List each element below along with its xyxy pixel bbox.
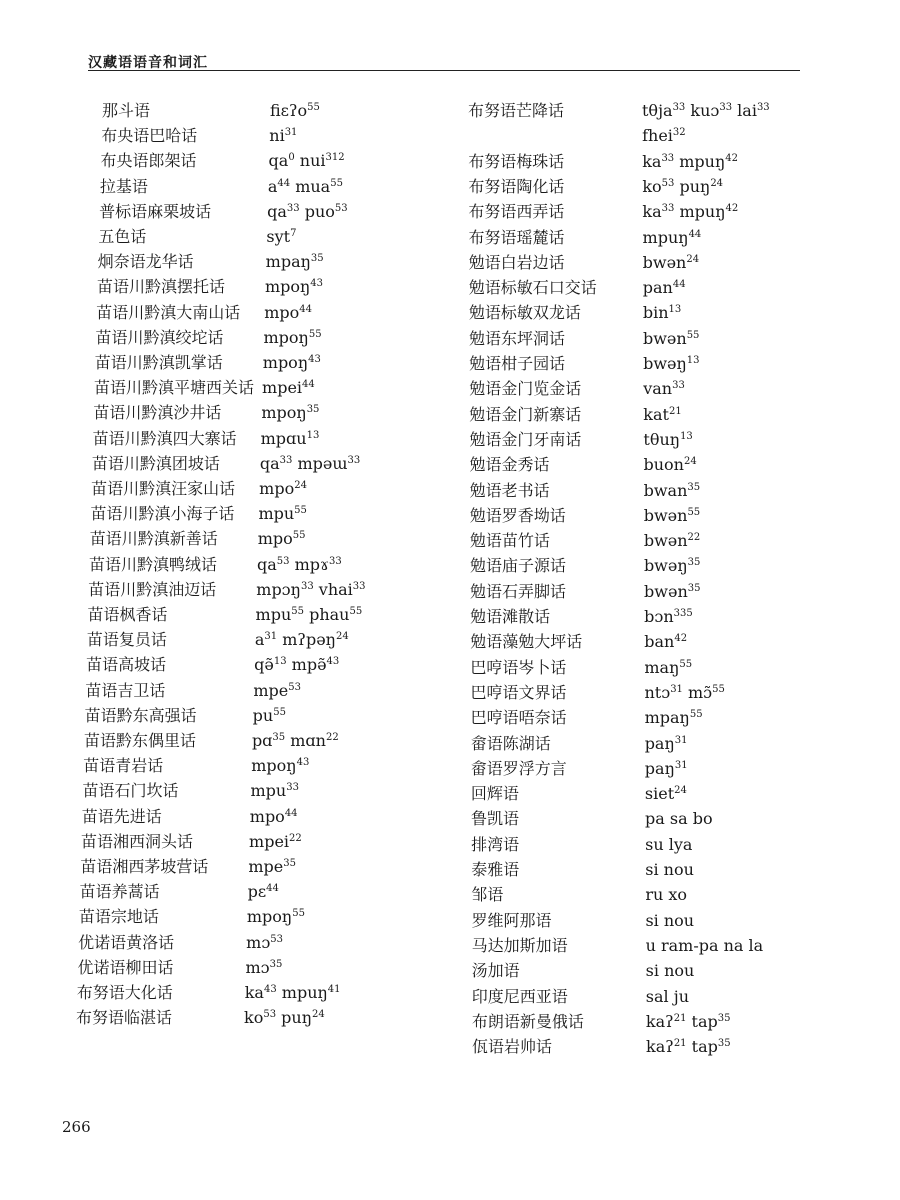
word-form: mpoŋ$^{55}$ (263, 327, 322, 347)
word-form: siet$^{24}$ (644, 784, 687, 804)
language-name: 勉语苗竹话 (469, 531, 550, 551)
language-name: 五色话 (98, 227, 147, 246)
word-form: bwəŋ$^{35}$ (643, 556, 701, 576)
language-name: 布努语大化话 (76, 983, 173, 1002)
language-name: 勉语庙子源话 (469, 556, 566, 576)
language-name: 勉语标敏双龙话 (468, 303, 581, 323)
word-form: mpe$^{53}$ (253, 680, 301, 700)
word-form: mpo$^{55}$ (257, 529, 306, 549)
language-name: 布央语巴哈话 (101, 126, 198, 146)
word-form: $qa^{33}$ puo$^{53}$ (267, 201, 348, 221)
word-form: $qa^{33}$ mpəɯ$^{33}$ (259, 453, 361, 473)
word-form: mpo$^{44}$ (264, 302, 312, 322)
word-form: mpaŋ$^{35}$ (265, 252, 324, 272)
language-name: 勉语石弄脚话 (470, 581, 567, 601)
language-name: 苗语吉卫话 (85, 680, 166, 700)
word-form: kaʔ$^{21}$ tap$^{35}$ (646, 1037, 731, 1057)
language-name: 苗语宗地话 (78, 907, 159, 927)
language-name: 排湾语 (471, 834, 520, 854)
language-name: 畲语陈湖话 (470, 733, 551, 753)
language-name: 苗语先进话 (81, 806, 162, 826)
word-form: paŋ$^{31}$ (644, 758, 688, 778)
word-form: kat$^{21}$ (643, 404, 682, 424)
word-form: pan$^{44}$ (642, 278, 686, 298)
word-form: mpei$^{44}$ (262, 378, 315, 398)
language-name: 勉语标敏石口交话 (468, 278, 597, 298)
language-name: 泰雅语 (471, 860, 520, 879)
language-name: 苗语川黔滇鸭绒话 (89, 554, 218, 574)
language-name: 优诺语黄洛话 (78, 932, 175, 952)
word-form: kaʔ$^{21}$ tap$^{35}$ (645, 1011, 731, 1031)
word-form: $qa^{53}$ mpɤ$^{33}$ (257, 554, 342, 574)
word-form: tθja$^{33}$ kuɔ$^{33}$ lai$^{33}$ (642, 101, 770, 120)
language-name: 布努语陶化话 (468, 176, 565, 196)
language-name: 那斗语 (102, 101, 151, 120)
word-form: $a^{44}$ mua$^{55}$ (267, 176, 343, 196)
language-name: 勉语老书话 (469, 480, 550, 500)
word-form: bwəŋ$^{13}$ (643, 354, 700, 373)
word-form: ban$^{42}$ (644, 632, 688, 652)
language-name: 勉语金门览金话 (469, 379, 582, 399)
word-form: mpu$^{33}$ (250, 781, 299, 801)
word-form: mpoŋ$^{55}$ (246, 907, 305, 927)
word-form: bin$^{13}$ (642, 303, 682, 323)
language-name: 佤语岩帅话 (472, 1037, 553, 1057)
language-name: 苗语川黔滇新善话 (89, 529, 218, 549)
language-name: 布央语郎架话 (100, 151, 197, 171)
word-form: $ko^{53}$ puŋ$^{24}$ (244, 1008, 325, 1028)
word-form: bwən$^{35}$ (644, 581, 701, 601)
word-form: su lya (645, 834, 693, 854)
language-name: 苗语高坡话 (86, 655, 167, 675)
word-form: mpu$^{55}$ phau$^{55}$ (255, 605, 363, 624)
language-name: 优诺语柳田话 (77, 957, 174, 977)
word-form: $ka^{33}$ mpuŋ$^{42}$ (642, 151, 739, 171)
language-name: 勉语金秀话 (469, 455, 550, 475)
running-header: 汉藏语语音和词汇 (88, 55, 208, 71)
language-name: 汤加语 (471, 961, 520, 981)
word-form: bwən$^{55}$ (642, 328, 700, 348)
language-name: 炯奈语龙华话 (97, 252, 194, 272)
word-form: $qa^0$ nui$^{312}$ (268, 151, 345, 171)
language-name: 普标语麻栗坡话 (99, 201, 212, 221)
language-name: 勉语罗香坳话 (469, 505, 566, 525)
language-name: 邹语 (471, 885, 504, 905)
word-form: mpei$^{22}$ (249, 831, 302, 851)
word-form: mpe$^{35}$ (248, 857, 296, 876)
language-name: 苗语湘西茅坡营话 (80, 857, 209, 876)
word-form: maŋ$^{55}$ (644, 657, 693, 677)
language-name: 苗语川黔滇团坡话 (91, 453, 220, 473)
page-number: 266 (62, 1118, 91, 1136)
word-form: sal ju (645, 986, 689, 1006)
language-name: 苗语枫香话 (87, 605, 168, 624)
language-name: 畲语罗浮方言 (470, 758, 567, 778)
language-name: 苗语青岩话 (83, 756, 164, 776)
language-name: 苗语川黔滇摆托话 (96, 277, 225, 297)
language-name: 苗语黔东偶里话 (83, 731, 196, 750)
word-form: mpɑu$^{13}$ (260, 428, 320, 448)
word-form: syt$^7$ (266, 227, 297, 246)
word-form: mpu$^{55}$ (258, 504, 307, 524)
word-form: mpo$^{44}$ (249, 806, 298, 826)
language-name: 勉语东坪洞话 (468, 328, 565, 348)
language-name: 布朗语新曼俄话 (471, 1011, 584, 1031)
language-name: 布努语西弄话 (468, 202, 565, 222)
word-form: si nou (645, 910, 695, 930)
word-form: ru xo (645, 885, 688, 905)
word-form: mpoŋ$^{43}$ (251, 756, 310, 776)
language-name: 苗语川黔滇汪家山话 (91, 479, 236, 498)
word-form: tθuŋ$^{13}$ (643, 429, 693, 449)
language-name: 罗维阿那语 (471, 910, 552, 930)
language-name: 苗语川黔滇四大寨话 (92, 428, 237, 448)
language-name: 苗语湘西洞头话 (81, 831, 194, 851)
language-name: 苗语复员话 (86, 630, 167, 650)
language-name: 苗语养蒿话 (79, 882, 160, 902)
language-name: 苗语川黔滇绞坨话 (95, 327, 224, 347)
language-name: 巴哼语文界话 (470, 682, 567, 702)
word-form: bwən$^{22}$ (643, 531, 701, 551)
word-form: pa sa bo (645, 809, 713, 829)
language-name: 马达加斯加语 (471, 935, 568, 955)
language-name: 布努语芒降话 (468, 101, 565, 120)
word-form: u ram-pa na la (645, 935, 764, 955)
word-form: $ni^{31}$ (269, 126, 298, 146)
word-form: $pu^{55}$ (252, 705, 286, 725)
word-form: ntɔ$^{31}$ mɔ̃$^{55}$ (644, 682, 725, 702)
language-name: 勉语金门牙南话 (469, 429, 582, 449)
word-form: mpoŋ$^{43}$ (264, 277, 324, 297)
word-form: $a^{31}$ mʔpəŋ$^{24}$ (254, 630, 349, 650)
word-form: buon$^{24}$ (643, 455, 697, 475)
language-name: 回辉语 (470, 784, 519, 804)
language-name: 布努语梅珠话 (468, 151, 565, 171)
word-form: pɛ$^{44}$ (247, 882, 279, 902)
language-name: 苗语川黔滇平塘西关话 (94, 378, 255, 398)
word-form: mpoŋ$^{43}$ (262, 353, 321, 372)
word-form: si nou (645, 860, 694, 879)
word-form: $ka^{33}$ mpuŋ$^{42}$ (642, 202, 739, 222)
word-form: qə̃$^{13}$ mpə̃$^{43}$ (254, 655, 340, 675)
word-form: mɔ$^{53}$ (246, 932, 284, 952)
language-name: 苗语川黔滇小海子话 (90, 504, 235, 524)
word-form: mɔ$^{35}$ (245, 957, 283, 977)
word-form: mpaŋ$^{55}$ (644, 708, 703, 728)
language-name: 苗语川黔滇油迈话 (88, 579, 217, 599)
language-name: 勉语金门新寨话 (469, 404, 582, 424)
language-name: 布努语瑶麓话 (468, 227, 565, 247)
word-form: $ko^{53}$ puŋ$^{24}$ (642, 176, 724, 196)
word-form: pɑ$^{35}$ mɑn$^{22}$ (251, 731, 339, 750)
word-form: si nou (645, 961, 695, 981)
language-name: 拉基语 (99, 176, 148, 196)
language-name: 苗语川黔滇大南山话 (96, 302, 241, 322)
word-form: mpɔŋ$^{33}$ vhai$^{33}$ (256, 579, 366, 599)
word-form: paŋ$^{31}$ (644, 733, 688, 753)
word-form: mpoŋ$^{35}$ (261, 403, 320, 423)
word-form: van$^{33}$ (643, 379, 685, 399)
word-form: fiɛʔo$^{55}$ (270, 101, 320, 120)
word-form: fhei$^{32}$ (642, 126, 686, 146)
language-name: 苗语川黔滇沙井话 (93, 403, 222, 423)
word-form: mpuŋ$^{44}$ (642, 227, 702, 247)
word-form: bwən$^{55}$ (643, 505, 701, 525)
language-name: 印度尼西亚语 (471, 986, 568, 1006)
language-name: 勉语柑子园话 (469, 354, 566, 373)
language-name: 苗语黔东高强话 (84, 705, 197, 725)
language-name: 苗语石门坎话 (82, 781, 179, 801)
language-name: 勉语藻勉大坪话 (470, 632, 583, 652)
word-form: bɔn$^{335}$ (644, 607, 693, 626)
word-form: bwan$^{35}$ (643, 480, 701, 500)
language-name: 巴哼语岑卜话 (470, 657, 567, 677)
word-form: mpo$^{24}$ (259, 479, 307, 498)
header-rule (88, 70, 800, 71)
language-name: 巴哼语唔奈话 (470, 708, 567, 728)
language-name: 勉语滩散话 (470, 607, 551, 626)
language-name: 勉语白岩边话 (468, 252, 565, 272)
word-form: $ka^{43}$ mpuŋ$^{41}$ (244, 983, 341, 1002)
word-form: bwən$^{24}$ (642, 252, 700, 272)
language-name: 苗语川黔滇凯掌话 (94, 353, 223, 372)
language-name: 布努语临湛话 (76, 1008, 173, 1028)
language-name: 鲁凯语 (471, 809, 520, 829)
